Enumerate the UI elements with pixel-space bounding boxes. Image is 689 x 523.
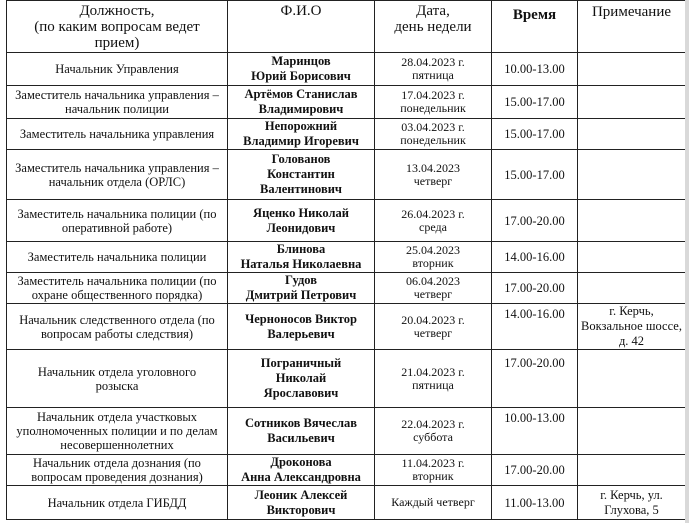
time-cell: 17.00-20.00 bbox=[492, 350, 578, 408]
header-row bbox=[7, 1, 686, 53]
table-row bbox=[7, 273, 686, 304]
date-cell: 26.04.2023 г. среда bbox=[375, 200, 492, 242]
note-cell bbox=[578, 119, 686, 150]
fio-cell: Черноносов Виктор Валерьевич bbox=[228, 304, 375, 350]
fio-cell: Артёмов Станислав Владимирович bbox=[228, 86, 375, 119]
date-cell: 13.04.2023 четверг bbox=[375, 150, 492, 200]
header-date: Дата, день недели bbox=[375, 1, 492, 53]
note-cell bbox=[578, 200, 686, 242]
time-cell: 15.00-17.00 bbox=[492, 86, 578, 119]
time-cell: 17.00-20.00 bbox=[492, 200, 578, 242]
note-cell bbox=[578, 455, 686, 486]
time-cell: 11.00-13.00 bbox=[492, 486, 578, 520]
position-cell: Заместитель начальника управления – начальник отдела (ОРЛС) bbox=[7, 150, 228, 200]
table-row bbox=[7, 150, 686, 200]
fio-cell: Сотников Вячеслав Васильевич bbox=[228, 408, 375, 455]
table-row bbox=[7, 408, 686, 455]
fio-cell: Гудов Дмитрий Петрович bbox=[228, 273, 375, 304]
note-cell bbox=[578, 273, 686, 304]
position-cell: Заместитель начальника управления bbox=[7, 119, 228, 150]
note-cell bbox=[578, 408, 686, 455]
fio-cell: Непорожний Владимир Игоревич bbox=[228, 119, 375, 150]
note-cell bbox=[578, 150, 686, 200]
time-cell: 17.00-20.00 bbox=[492, 455, 578, 486]
time-cell: 10.00-13.00 bbox=[492, 408, 578, 455]
date-cell: 21.04.2023 г. пятница bbox=[375, 350, 492, 408]
reception-schedule-table bbox=[6, 0, 686, 520]
time-cell: 14.00-16.00 bbox=[492, 304, 578, 350]
date-cell: 06.04.2023 четверг bbox=[375, 273, 492, 304]
table-row bbox=[7, 200, 686, 242]
table-row bbox=[7, 455, 686, 486]
fio-cell: Леоник Алексей Викторович bbox=[228, 486, 375, 520]
position-cell: Заместитель начальника полиции (по охране общественного порядка) bbox=[7, 273, 228, 304]
fio-cell: Голованов Константин Валентинович bbox=[228, 150, 375, 200]
date-cell: 22.04.2023 г. суббота bbox=[375, 408, 492, 455]
note-cell bbox=[578, 242, 686, 273]
table-row bbox=[7, 119, 686, 150]
header-fio: Ф.И.О bbox=[228, 1, 375, 53]
note-cell bbox=[578, 86, 686, 119]
table-row bbox=[7, 486, 686, 520]
header-position: Должность, (по каким вопросам ведет прием) bbox=[7, 1, 228, 53]
header-time: Время bbox=[492, 1, 578, 53]
date-cell: 11.04.2023 г. вторник bbox=[375, 455, 492, 486]
position-cell: Начальник отдела уголовного розыска bbox=[7, 350, 228, 408]
table-row bbox=[7, 86, 686, 119]
time-cell: 15.00-17.00 bbox=[492, 119, 578, 150]
fio-cell: Яценко Николай Леонидович bbox=[228, 200, 375, 242]
position-cell: Начальник отдела дознания (по вопросам проведения дознания) bbox=[7, 455, 228, 486]
date-cell: 28.04.2023 г. пятница bbox=[375, 53, 492, 86]
date-cell: 25.04.2023 вторник bbox=[375, 242, 492, 273]
note-cell: г. Керчь, ул. Глухова, 5 bbox=[578, 486, 686, 520]
table-row bbox=[7, 53, 686, 86]
date-cell: Каждый четверг bbox=[375, 486, 492, 520]
fio-cell: Маринцов Юрий Борисович bbox=[228, 53, 375, 86]
date-cell: 17.04.2023 г. понедельник bbox=[375, 86, 492, 119]
page-edge-shadow bbox=[685, 0, 689, 523]
header-note: Примечание bbox=[578, 1, 686, 53]
table-row bbox=[7, 304, 686, 350]
time-cell: 14.00-16.00 bbox=[492, 242, 578, 273]
position-cell: Начальник Управления bbox=[7, 53, 228, 86]
note-cell bbox=[578, 350, 686, 408]
position-cell: Начальник отдела ГИБДД bbox=[7, 486, 228, 520]
date-cell: 20.04.2023 г. четверг bbox=[375, 304, 492, 350]
fio-cell: Пограничный Николай Ярославович bbox=[228, 350, 375, 408]
table-row bbox=[7, 350, 686, 408]
time-cell: 15.00-17.00 bbox=[492, 150, 578, 200]
table-row bbox=[7, 242, 686, 273]
position-cell: Начальник следственного отдела (по вопросам работы следствия) bbox=[7, 304, 228, 350]
fio-cell: Блинова Наталья Николаевна bbox=[228, 242, 375, 273]
time-cell: 17.00-20.00 bbox=[492, 273, 578, 304]
position-cell: Заместитель начальника полиции (по оперативной работе) bbox=[7, 200, 228, 242]
time-cell: 10.00-13.00 bbox=[492, 53, 578, 86]
position-cell: Заместитель начальника полиции bbox=[7, 242, 228, 273]
position-cell: Заместитель начальника управления – начальник полиции bbox=[7, 86, 228, 119]
note-cell bbox=[578, 53, 686, 86]
fio-cell: Дроконова Анна Александровна bbox=[228, 455, 375, 486]
note-cell: г. Керчь, Вокзальное шоссе, д. 42 bbox=[578, 304, 686, 350]
position-cell: Начальник отдела участковых уполномоченных полиции и по делам несовершеннолетних bbox=[7, 408, 228, 455]
date-cell: 03.04.2023 г. понедельник bbox=[375, 119, 492, 150]
